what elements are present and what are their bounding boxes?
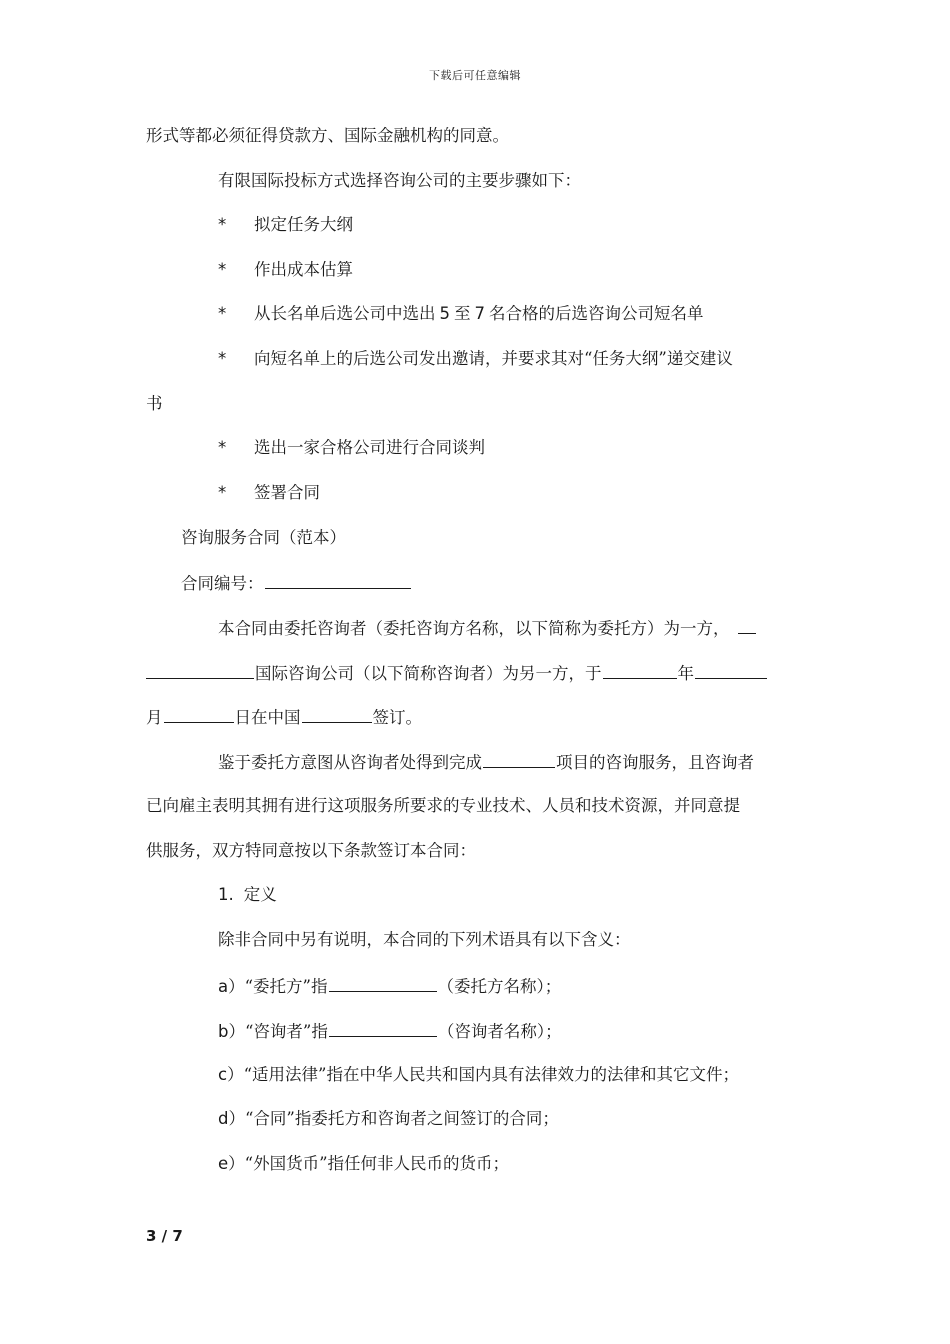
item-label: a） [218,977,245,996]
fill-blank [483,750,555,768]
bullet-text: 签署合同 [254,483,320,502]
bullet-text: 从长名单后选公司中选出 [254,304,436,323]
definition-text: “咨询者”指 [244,1022,328,1041]
paragraph-line: 形式等都必须征得贷款方、国际金融机构的同意。 [146,126,509,145]
paragraph-line [146,705,422,729]
paragraph-line: 除非合同中另有说明，本合同的下列术语具有以下含义： [218,930,631,949]
bullet-item [218,348,733,370]
paragraph-line: 供服务，双方特同意按以下条款签订本合同： [146,841,476,860]
item-label: b） [218,1022,245,1041]
paragraph-line: 书 [146,394,163,413]
paragraph-line [218,750,754,774]
fill-blank [329,974,437,992]
item-label: e） [218,1154,245,1173]
definition-item [218,1108,559,1130]
asterisk-icon: * [218,349,227,368]
definition-item [218,1153,509,1175]
paragraph-line [146,661,768,685]
asterisk-icon: * [218,260,227,279]
definition-item [218,1019,562,1043]
paragraph-line: 已向雇主表明其拥有进行这项服务所要求的专业技术、人员和技术资源，并同意提 [146,796,740,815]
paragraph-line [218,616,757,640]
bullet-text: 选出一家合格公司进行合同谈判 [254,438,485,457]
bullet-text: 至 [454,304,471,323]
asterisk-icon: * [218,483,227,502]
paragraph-text: 日在中国 [234,708,301,727]
asterisk-icon: * [218,215,227,234]
page-header: 下载后可任意编辑 [429,69,521,82]
page-number: 3 / 7 [146,1227,183,1245]
fill-blank [146,661,254,679]
bullet-number: 5 [439,304,450,323]
paragraph-text: 年 [677,664,694,683]
contract-number-blank [265,571,411,589]
definition-text: “委托方”指 [244,977,328,996]
definition-text: “合同”指委托方和咨询者之间签订的合同； [244,1109,559,1128]
definition-text: “外国货币”指任何非人民币的货币； [244,1154,510,1173]
definition-text: （委托方名称）； [437,977,562,996]
paragraph-text: 本合同由委托咨询者（委托咨询方名称，以下简称为委托方）为一方， [218,619,730,638]
paragraph-text: 国际咨询公司（以下简称咨询者）为另一方，于 [255,664,602,683]
fill-blank [738,616,756,634]
fill-blank [695,661,767,679]
definition-text: （咨询者名称）； [437,1022,562,1041]
bullet-text: 名合格的后选咨询公司短名单 [489,304,704,323]
bullet-item [218,482,320,504]
sample-title: 咨询服务合同（范本） [181,528,346,547]
fill-blank [603,661,677,679]
bullet-text: 向短名单上的后选公司发出邀请，并要求其对“任务大纲”递交建议 [254,349,733,368]
bullet-text: 拟定任务大纲 [254,215,353,234]
asterisk-icon: * [218,304,227,323]
definition-item [218,1064,739,1086]
paragraph-text: 鉴于委托方意图从咨询者处得到完成 [218,753,482,772]
bullet-text: 作出成本估算 [254,260,353,279]
contract-number-line [181,571,412,595]
bullet-number: 7 [474,304,485,323]
contract-number-label: 合同编号： [181,574,264,593]
paragraph-line: 有限国际投标方式选择咨询公司的主要步骤如下： [218,171,581,190]
paragraph-text: 项目的咨询服务，且咨询者 [556,753,754,772]
paragraph-text: 签订。 [372,708,422,727]
fill-blank [329,1019,437,1037]
definition-text: “适用法律”指在中华人民共和国内具有法律效力的法律和其它文件； [243,1065,739,1084]
bullet-item [218,259,353,281]
bullet-item [218,437,485,459]
bullet-item [218,214,353,236]
section-title: 定义 [243,885,277,904]
fill-blank [164,705,234,723]
section-heading [218,884,277,906]
section-number: 1. [218,885,234,904]
fill-blank [302,705,372,723]
item-label: d） [218,1109,245,1128]
asterisk-icon: * [218,438,227,457]
paragraph-text: 月 [146,708,163,727]
item-label: c） [218,1065,244,1084]
bullet-item [218,303,704,325]
definition-item [218,974,561,998]
